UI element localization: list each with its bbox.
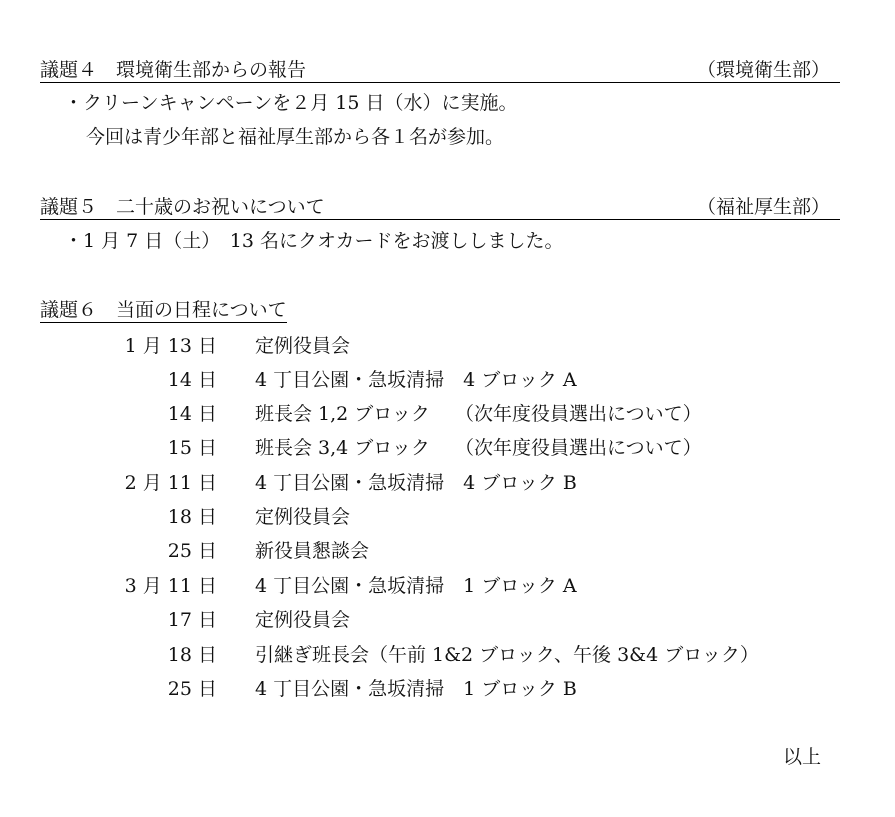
schedule-date: 17 日 <box>167 609 217 631</box>
agenda5-line1: ・1 月 7 日（土） 13 名にクオカードをお渡ししました。 <box>64 230 564 252</box>
schedule-date: 14 日 <box>167 403 217 425</box>
agenda4-line2: 今回は青少年部と福祉厚生部から各１名が参加。 <box>86 126 505 148</box>
schedule-event: 4 丁目公園・急坂清掃 1 ブロック B <box>255 678 577 700</box>
schedule-date: 15 日 <box>167 437 217 459</box>
schedule-event: 班長会 3,4 ブロック （次年度役員選出について） <box>255 437 702 459</box>
schedule-event: 定例役員会 <box>255 609 351 631</box>
agenda4-line1: ・クリーンキャンペーンを２月 15 日（水）に実施。 <box>64 92 518 114</box>
schedule-date: 2 月 11 日 <box>124 472 217 494</box>
schedule-event: 班長会 1,2 ブロック （次年度役員選出について） <box>255 403 702 425</box>
schedule-event: 4 丁目公園・急坂清掃 4 ブロック B <box>255 472 577 494</box>
schedule-event: 定例役員会 <box>255 335 351 357</box>
closing-text: 以上 <box>783 746 822 768</box>
schedule-date: 18 日 <box>167 506 217 528</box>
schedule-event: 4 丁目公園・急坂清掃 4 ブロック A <box>255 369 577 391</box>
schedule-date: 14 日 <box>167 369 217 391</box>
agenda5-heading <box>40 195 840 220</box>
schedule-date: 1 月 13 日 <box>124 335 217 357</box>
schedule-date: 18 日 <box>167 644 217 666</box>
schedule-date: 3 月 11 日 <box>124 575 217 597</box>
schedule-event: 定例役員会 <box>255 506 351 528</box>
agenda5-title: 議題５ 二十歳のお祝いについて <box>40 196 325 218</box>
schedule-event: 4 丁目公園・急坂清掃 1 ブロック A <box>255 575 577 597</box>
agenda4-dept: （環境衛生部） <box>696 59 830 81</box>
schedule-event: 新役員懇談会 <box>255 540 370 562</box>
agenda4-title: 議題４ 環境衛生部からの報告 <box>40 59 307 81</box>
agenda5-dept: （福祉厚生部） <box>696 196 830 218</box>
agenda4-heading <box>40 58 840 83</box>
agenda6-title: 議題６ 当面の日程について <box>40 299 287 321</box>
schedule-date: 25 日 <box>167 540 217 562</box>
schedule-date: 25 日 <box>167 678 217 700</box>
schedule-event: 引継ぎ班長会（午前 1&2 ブロック、午後 3&4 ブロック） <box>255 644 759 666</box>
